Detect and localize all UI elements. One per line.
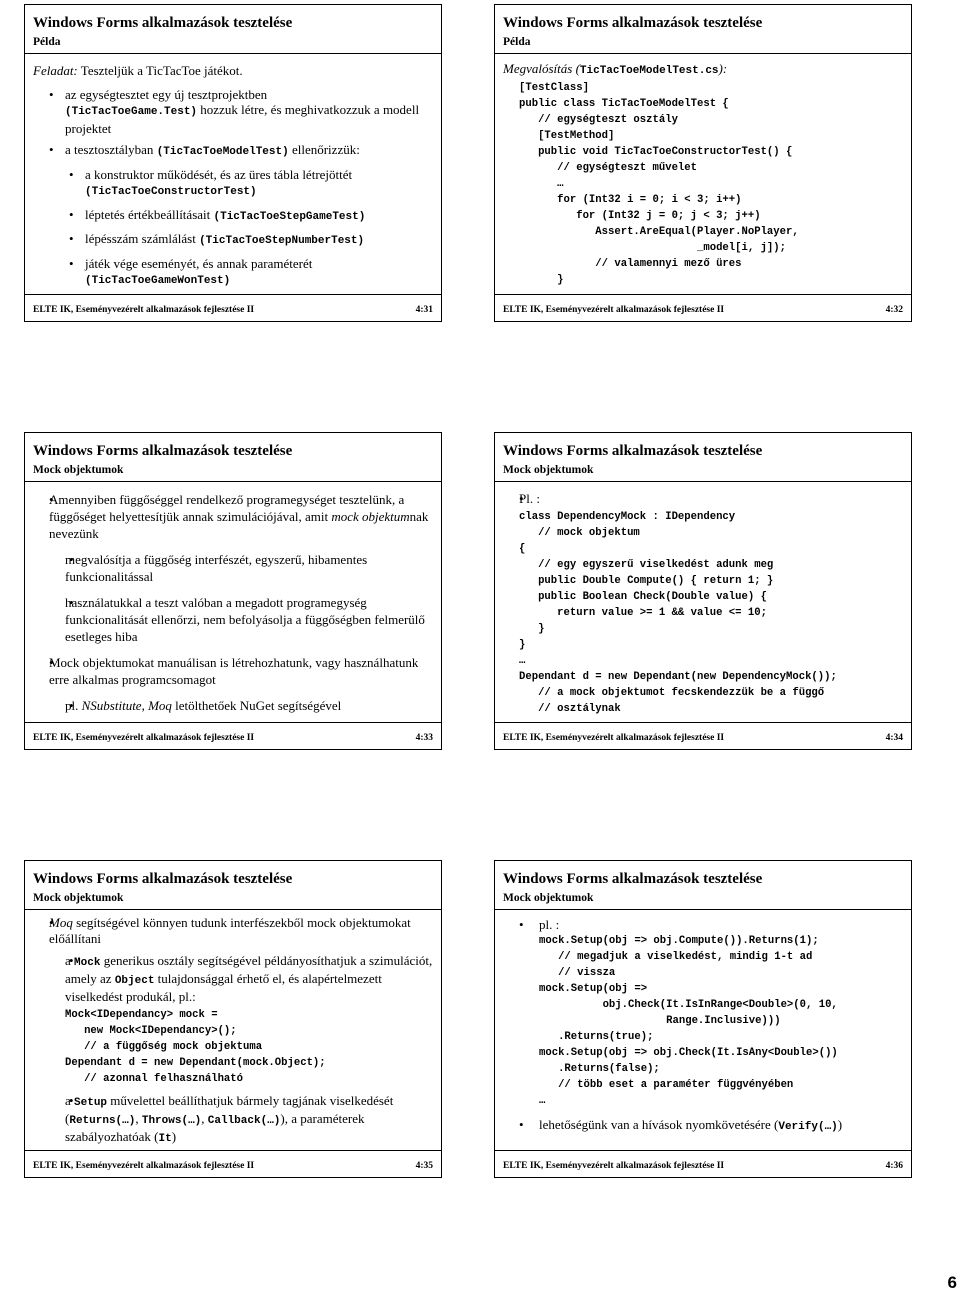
list-item: • megvalósítja a függőség interfészét, egyszerű, hibamentes funkcionalitással [33, 551, 435, 585]
slide-footer: ELTE IK, Eseményvezérelt alkalmazások fejlesztése II 4:34 [503, 733, 903, 743]
slide-title: Windows Forms alkalmazások tesztelése [503, 871, 763, 887]
slide-title: Windows Forms alkalmazások tesztelése [33, 15, 293, 31]
slide-body [33, 491, 435, 720]
slide-number: 4:36 [885, 1161, 903, 1171]
slide-footer: ELTE IK, Eseményvezérelt alkalmazások fejlesztése II 4:32 [503, 305, 903, 315]
footer-divider [495, 1150, 911, 1151]
slide-subtitle: Mock objektumok [33, 464, 124, 476]
slide-footer: ELTE IK, Eseményvezérelt alkalmazások fejlesztése II 4:36 [503, 1161, 903, 1171]
divider [495, 909, 911, 910]
slide-4-31 [24, 4, 442, 322]
list-item: • pl. NSubstitute, Moq letölthetőek NuGet segítségével [33, 697, 435, 714]
implementation-label: Megvalósítás (TicTacToeModelTest.cs): [503, 61, 728, 77]
slide-body [503, 61, 905, 288]
slide-subtitle: Mock objektumok [503, 892, 594, 904]
slide-body [503, 491, 905, 717]
slide-subtitle: Példa [503, 36, 531, 48]
footer-divider [25, 722, 441, 723]
list-item: • Pl. : [503, 491, 905, 507]
slide-4-36 [494, 860, 912, 1178]
list-item: • a konstruktor működését, és az üres tábla létrejöttét (TicTacToeConstructorTest) [33, 167, 435, 201]
slide-4-33 [24, 432, 442, 750]
divider [25, 481, 441, 482]
list-item: • a Setup művelettel beállíthatjuk bármely tagjának viselkedését (Returns(…), Throws(…), Callback(…)), a paraméterek szabályozhatóak (It) [33, 1093, 435, 1147]
slide-number: 4:34 [885, 733, 903, 743]
slide-footer: ELTE IK, Eseményvezérelt alkalmazások fejlesztése II 4:31 [33, 305, 433, 315]
divider [495, 53, 911, 54]
list-item: • Amennyiben függőséggel rendelkező programegységet tesztelünk, a függőséget helyettesítjük annak szimulációjával, amit mock objektumnak nevezünk [33, 491, 435, 542]
slide-body [33, 63, 435, 296]
slide-title: Windows Forms alkalmazások tesztelése [33, 871, 293, 887]
slide-body [503, 917, 905, 1141]
list-item: • pl. : [503, 917, 905, 933]
slide-4-32 [494, 4, 912, 322]
slide-number: 4:31 [415, 305, 433, 315]
page-number: 6 [947, 1273, 957, 1292]
slide-subtitle: Mock objektumok [503, 464, 594, 476]
code-block: class DependencyMock : IDependency // mock objektum { // egy egyszerű viselkedést adunk meg public Double Compute() { return 1; } public Boolean Check(Double value) { return value >= 1 && value <= 10; } } … Dependant d = new Dependant(new DependencyMock()); // a mock objektumot fecskendezzük be a függő // osztálynak [519, 510, 837, 715]
list-item: • játék vége eseményét, és annak paraméterét (TicTacToeGameWonTest) [33, 256, 435, 290]
slide-subtitle: Példa [33, 36, 61, 48]
divider [25, 53, 441, 54]
slide-footer: ELTE IK, Eseményvezérelt alkalmazások fejlesztése II 4:35 [33, 1161, 433, 1171]
divider [495, 481, 911, 482]
list-item: • léptetés értékbeállításait (TicTacToeStepGameTest) [33, 207, 435, 226]
list-item: • használatukkal a teszt valóban a megadott programegység funkcionalitását ellenőrzi, nem befolyásolja a függőségben felmerülő esetleges hiba [33, 594, 435, 645]
footer-divider [25, 294, 441, 295]
list-item: • Moq segítségével könnyen tudunk interfészekből mock objektumokat előállítani [33, 915, 435, 947]
slide-title: Windows Forms alkalmazások tesztelése [33, 443, 293, 459]
slide-footer: ELTE IK, Eseményvezérelt alkalmazások fejlesztése II 4:33 [33, 733, 433, 743]
slide-4-34 [494, 432, 912, 750]
slide-title: Windows Forms alkalmazások tesztelése [503, 15, 763, 31]
slide-subtitle: Mock objektumok [33, 892, 124, 904]
list-item: • lehetőségünk van a hívások nyomkövetésére (Verify(…)) [503, 1117, 905, 1136]
list-item: • a tesztosztályban (TicTacToeModelTest) ellenőrizzük: [33, 142, 435, 161]
footer-divider [495, 294, 911, 295]
list-item: • Mock objektumokat manuálisan is létrehozhatunk, vagy használhatunk erre alkalmas programcsomagot [33, 654, 435, 688]
list-item: • az egységtesztet egy új tesztprojektben (TicTacToeGame.Test) hozzuk létre, és meghivatkozzuk a modell projektet [33, 87, 435, 137]
task-line: Feladat: Teszteljük a TicTacToe játékot. [33, 63, 243, 78]
list-item: • lépésszám számlálást (TicTacToeStepNumberTest) [33, 231, 435, 250]
code-block: Mock<IDependancy> mock = new Mock<IDependancy>(); // a függőség mock objektuma Dependant d = new Dependant(mock.Object); // azonnal felhasználható [65, 1009, 326, 1085]
code-block: [TestClass] public class TicTacToeModelTest { // egységteszt osztály [TestMethod] public void TicTacToeConstructorTest() { // egységteszt művelet … for (Int32 i = 0; i < 3; i++) for (Int32 j = 0; j < 3; j++) Assert.AreEqual(Player.NoPlayer, _model[i, j]); // valamennyi mező üres } [519, 81, 799, 286]
divider [25, 909, 441, 910]
slide-number: 4:35 [415, 1161, 433, 1171]
list-item: • a Mock generikus osztály segítségével példányosíthatjuk a szimulációt, amely az Object tulajdonsággal érhető el, és alapértelmezett viselkedést produkál, pl.: [33, 953, 435, 1005]
slide-number: 4:32 [885, 305, 903, 315]
slide-number: 4:33 [415, 733, 433, 743]
footer-divider [495, 722, 911, 723]
slide-title: Windows Forms alkalmazások tesztelése [503, 443, 763, 459]
code-block: mock.Setup(obj => obj.Compute()).Returns(1); // megadjuk a viselkedést, mindig 1-t ad // vissza mock.Setup(obj => obj.Check(It.IsInRange<Double>(0, 10, Range.Inclusive))) .Returns(true); mock.Setup(obj => obj.Check(It.IsAny<Double>()) .Returns(false); // több eset a paraméter függvényében … [539, 934, 838, 1107]
footer-divider [25, 1150, 441, 1151]
slide-4-35 [24, 860, 442, 1178]
slide-body [33, 915, 435, 1153]
